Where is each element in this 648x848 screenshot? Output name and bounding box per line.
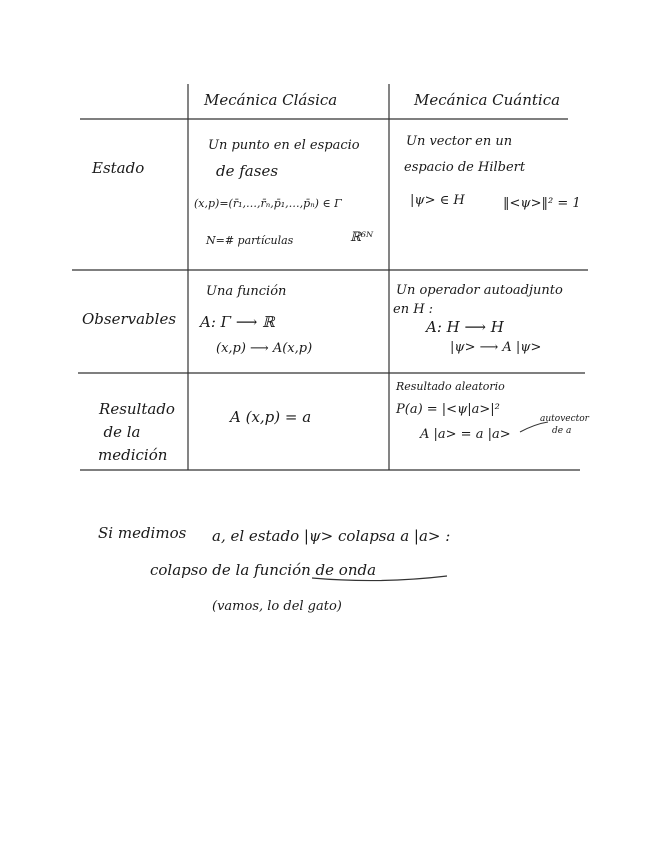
estado-classical-space: ℝ⁶ᴺ	[350, 230, 374, 245]
note-line1-rest: a, el estado |ψ> colapsa a |a> :	[212, 527, 451, 545]
estado-classical-line2: de fases	[216, 162, 279, 180]
resultado-quantum-eigen: A |a> = a |a>	[420, 427, 511, 442]
estado-classical-formula: (x,p)=(r̄₁,…,r̄ₙ,p̄₁,…,p̄ₙ) ∈ Γ	[194, 197, 342, 210]
obs-quantum-line1: Un operador autoadjunto	[396, 283, 563, 298]
obs-quantum-line2: en H :	[393, 302, 434, 317]
obs-classical-line1: Una función	[206, 284, 287, 299]
resultado-classical-formula: A (x,p) = a	[230, 408, 312, 426]
obs-classical-map2: (x,p) ⟶ A(x,p)	[216, 341, 313, 356]
row-label-observables: Observables	[82, 310, 177, 328]
estado-classical-line1: Un punto en el espacio	[208, 138, 360, 153]
resultado-quantum-note2: de a	[552, 426, 572, 436]
estado-quantum-line2: espacio de Hilbert	[404, 160, 526, 175]
row-label-medicion: medición	[98, 446, 168, 464]
obs-quantum-map2: |ψ> ⟶ A |ψ>	[450, 340, 542, 355]
note-line3: (vamos, lo del gato)	[212, 599, 342, 614]
estado-quantum-formula: |ψ> ∈ H	[410, 193, 465, 208]
obs-quantum-map1: A: H ⟶ H	[426, 318, 504, 336]
note-line2: colapso de la función de onda	[150, 561, 377, 579]
estado-quantum-norm: ‖<ψ>‖² = 1	[503, 196, 581, 211]
header-classical: Mecánica Clásica	[204, 91, 338, 109]
resultado-quantum-note1: autovector	[540, 414, 589, 424]
resultado-quantum-prob: P(a) = |<ψ|a>|²	[396, 402, 500, 417]
estado-quantum-line1: Un vector en un	[406, 134, 513, 149]
row-label-resultado: Resultado	[99, 400, 175, 418]
row-label-de-la: de la	[103, 423, 141, 441]
note-line1-start: Si medimos	[98, 524, 187, 542]
header-quantum: Mecánica Cuántica	[414, 91, 561, 109]
resultado-quantum-line1: Resultado aleatorio	[396, 380, 505, 393]
row-label-estado: Estado	[92, 159, 145, 177]
obs-classical-map1: A: Γ ⟶ ℝ	[200, 313, 275, 331]
estado-classical-note: N=# partículas	[206, 234, 294, 247]
